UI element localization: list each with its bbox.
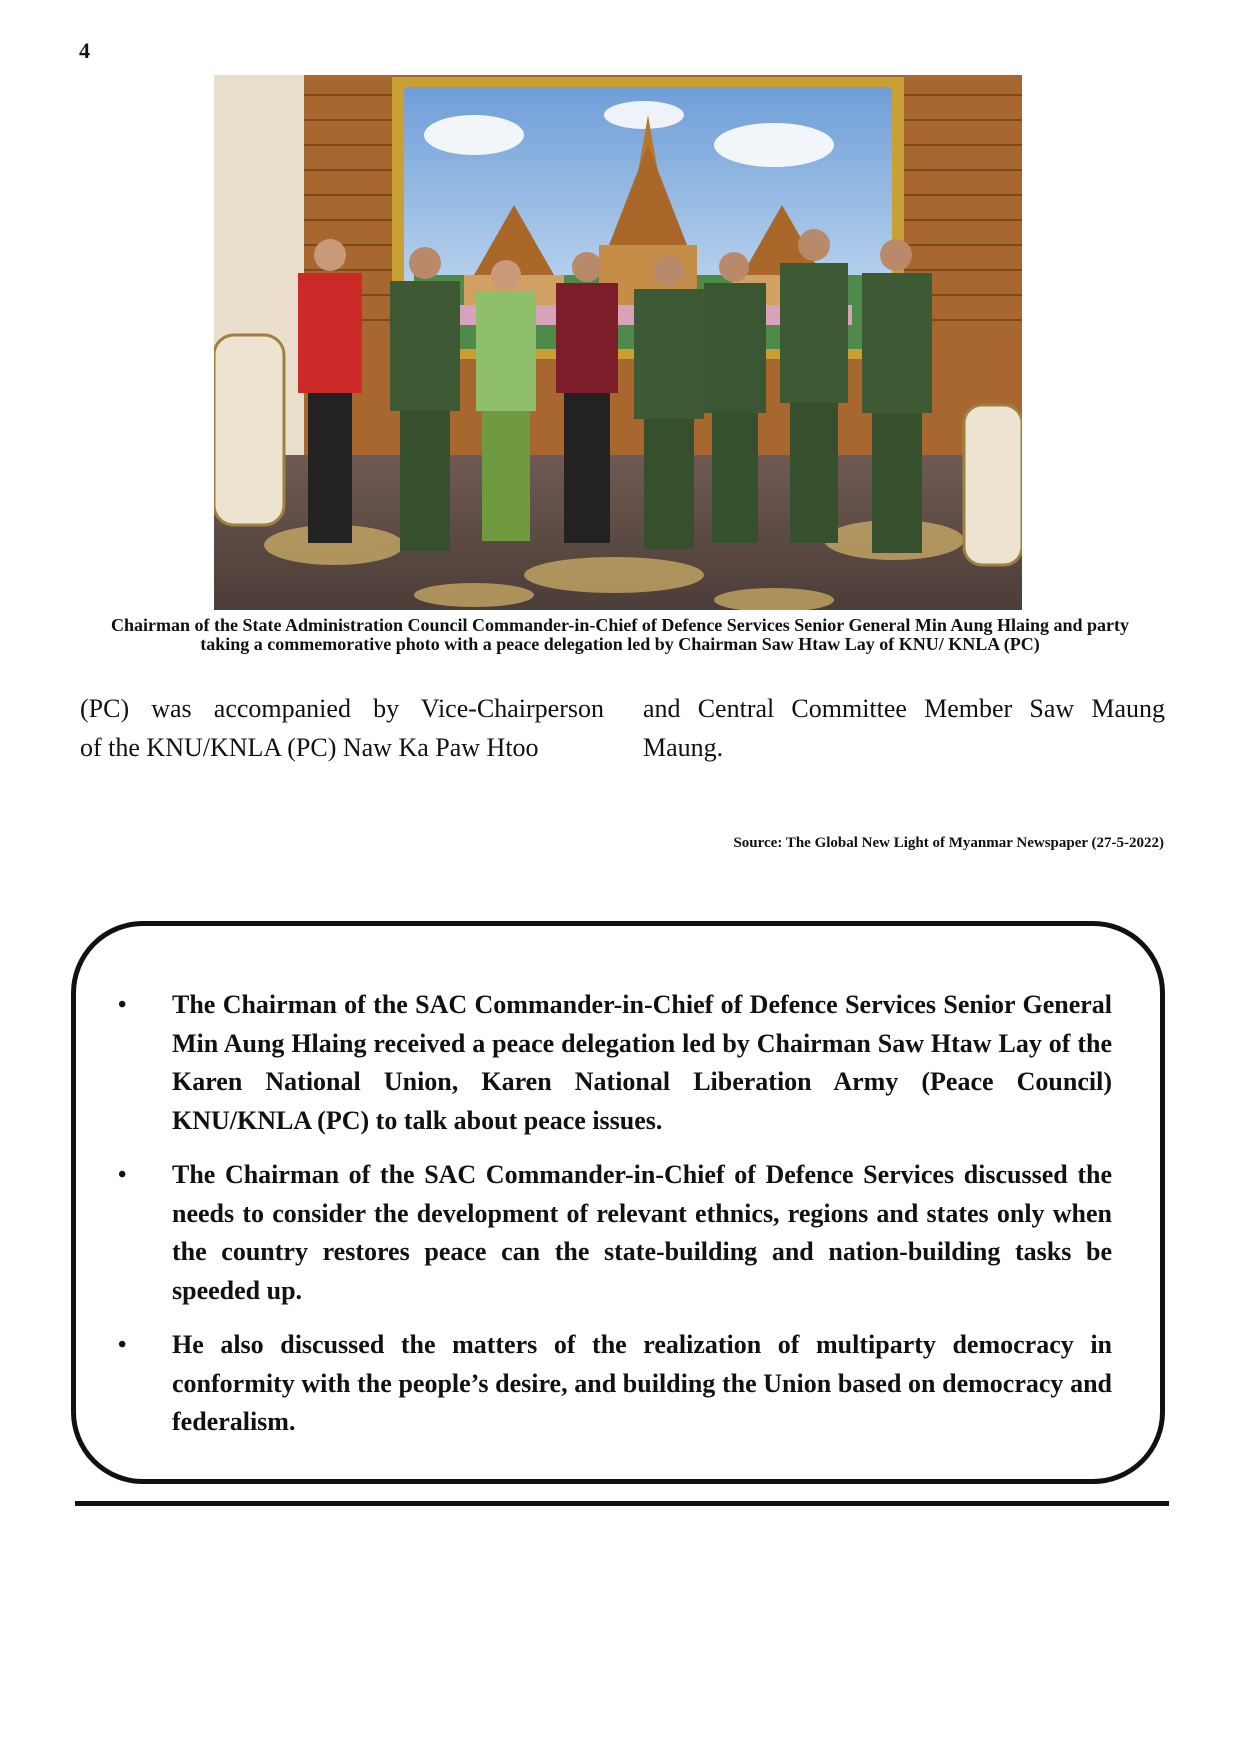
article-line: of the KNU/KNLA (PC) Naw Ka Paw Htoo — [80, 733, 539, 762]
summary-point — [110, 1156, 1112, 1310]
article-text: and Central Committee Member Saw Maung Maung. — [643, 694, 1165, 762]
summary-point-text: The Chairman of the SAC Commander-in-Chief of Defence Services Senior General Min Aung Hlaing received a peace delegation led by Chairman Saw Htaw Lay of the Karen National Union, Karen National Liberation Army (Peace Council) KNU/KNLA (PC) to talk about peace issues. — [172, 990, 1112, 1135]
bullet-icon: • — [118, 1162, 127, 1188]
summary-point — [110, 1326, 1112, 1442]
summary-point — [110, 986, 1112, 1140]
summary-point-text: He also discussed the matters of the realization of multiparty democracy in conformity with the people’s desire, and building the Union based on democracy and federalism. — [172, 1330, 1112, 1436]
article-right-column — [643, 689, 1165, 767]
summary-point-text: The Chairman of the SAC Commander-in-Chief of Defence Services discussed the needs to consider the development of relevant ethnics, regions and states only when the country restores peace can the state-building and nation-building tasks be speeded up. — [172, 1160, 1112, 1305]
group-photo — [214, 75, 1022, 610]
summary-box — [71, 921, 1165, 1484]
article-left-column — [80, 689, 604, 767]
photo-illustration — [214, 75, 1022, 610]
bullet-icon: • — [118, 992, 127, 1018]
bottom-divider — [75, 1501, 1169, 1506]
photo-caption: Chairman of the State Administration Council Commander-in-Chief of Defence Services Senior General Min Aung Hlaing and party taking a commemorative photo with a peace delegation led by Chairman Saw Htaw Lay of KNU/ KNLA (PC) — [111, 615, 1129, 654]
bullet-icon: • — [118, 1332, 127, 1358]
summary-list — [110, 986, 1112, 1458]
page-number: 4 — [79, 38, 90, 63]
source-citation: Source: The Global New Light of Myanmar Newspaper (27-5-2022) — [733, 835, 1164, 851]
article-line: (PC) was accompanied by Vice-Chairperson — [80, 694, 604, 723]
